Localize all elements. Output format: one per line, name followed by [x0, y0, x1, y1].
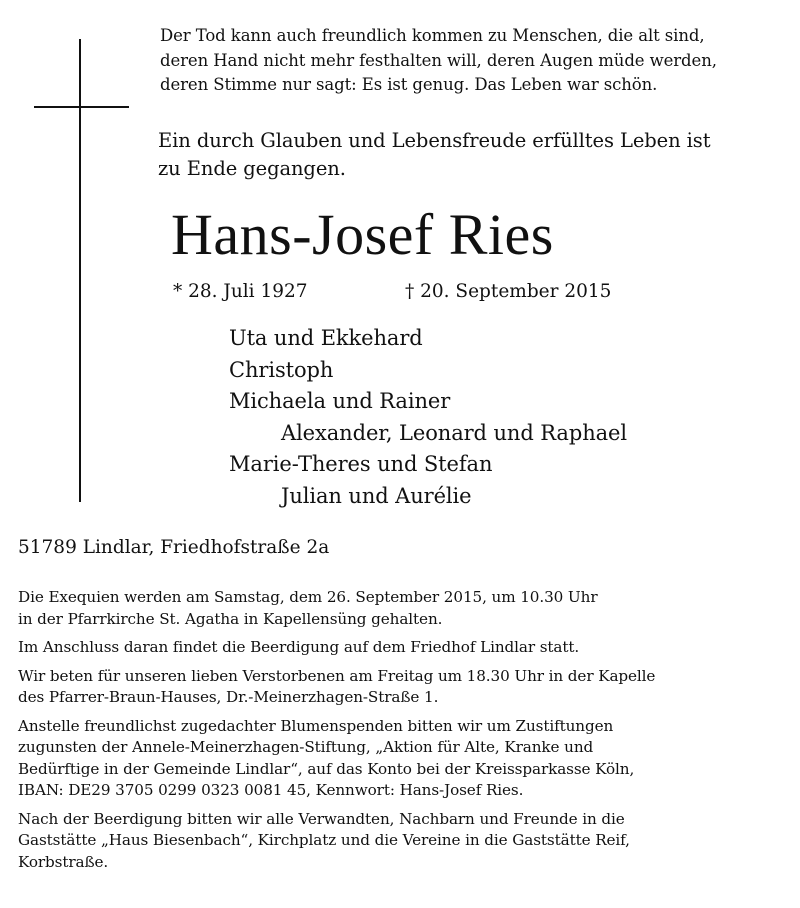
survivor-entry: Marie-Theres und Stefan: [229, 452, 493, 476]
paragraph-line: zugunsten der Annele-Meinerzhagen-Stiftung, „Aktion für Alte, Kranke und: [18, 738, 594, 756]
poem-line: Der Tod kann auch freundlich kommen zu Menschen, die alt sind,: [160, 26, 705, 45]
paragraph-line: Gaststätte „Haus Biesenbach“, Kirchplatz und die Vereine in die Gaststätte Reif,: [18, 831, 630, 849]
epitaph: [158, 127, 788, 183]
prayer-paragraph: [18, 666, 793, 709]
poem-line: deren Stimme nur sagt: Es ist genug. Das Leben war schön.: [160, 75, 658, 94]
paragraph-line: IBAN: DE29 3705 0299 0323 0081 45, Kennwort: Hans-Josef Ries.: [18, 781, 524, 799]
death-date: † 20. September 2015: [405, 281, 612, 302]
paragraph-line: in der Pfarrkirche St. Agatha in Kapellensüng gehalten.: [18, 609, 443, 628]
paragraph-line: des Pfarrer-Braun-Hauses, Dr.-Meinerzhagen-Straße 1.: [18, 688, 439, 706]
paragraph-line: Bedürftige in der Gemeinde Lindlar“, auf das Konto bei der Kreissparkasse Köln,: [18, 759, 635, 778]
survivors-list: [229, 323, 789, 512]
poem-line: deren Hand nicht mehr festhalten will, deren Augen müde werden,: [160, 50, 717, 70]
paragraph-line: Korbstraße.: [18, 852, 109, 871]
paragraph-line: Die Exequien werden am Samstag, dem 26. September 2015, um 10.30 Uhr: [18, 588, 598, 606]
deceased-name: Hans-Josef Ries: [171, 202, 554, 267]
paragraph-line: Im Anschluss daran findet die Beerdigung auf dem Friedhof Lindlar statt.: [18, 638, 580, 656]
exequies-paragraph: [18, 587, 793, 630]
donations-paragraph: [18, 716, 793, 802]
gathering-paragraph: [18, 809, 793, 874]
family-address: 51789 Lindlar, Friedhofstraße 2a: [18, 537, 330, 558]
paragraph-line: Anstelle freundlichst zugedachter Blumenspenden bitten wir um Zustiftungen: [18, 716, 614, 735]
paragraph-line: Wir beten für unseren lieben Verstorbenen am Freitag um 18.30 Uhr in der Kapelle: [18, 666, 656, 685]
birth-date: * 28. Juli 1927: [173, 281, 308, 302]
epitaph-line: Ein durch Glauben und Lebensfreude erfülltes Leben ist: [158, 129, 711, 152]
cross-vertical-bar: [79, 39, 81, 502]
epitaph-line: zu Ende gegangen.: [158, 157, 346, 180]
cross-horizontal-bar: [34, 106, 129, 108]
survivor-entry-grandchildren: Julian und Aurélie: [281, 483, 472, 508]
funeral-details: [18, 587, 793, 880]
poem-quote: [160, 24, 780, 98]
survivor-entry: Christoph: [229, 357, 334, 382]
survivor-entry: Uta und Ekkehard: [229, 326, 423, 350]
burial-paragraph: [18, 637, 793, 659]
paragraph-line: Nach der Beerdigung bitten wir alle Verwandten, Nachbarn und Freunde in die: [18, 809, 625, 828]
survivor-entry-grandchildren: Alexander, Leonard und Raphael: [281, 420, 627, 445]
survivor-entry: Michaela und Rainer: [229, 389, 451, 413]
